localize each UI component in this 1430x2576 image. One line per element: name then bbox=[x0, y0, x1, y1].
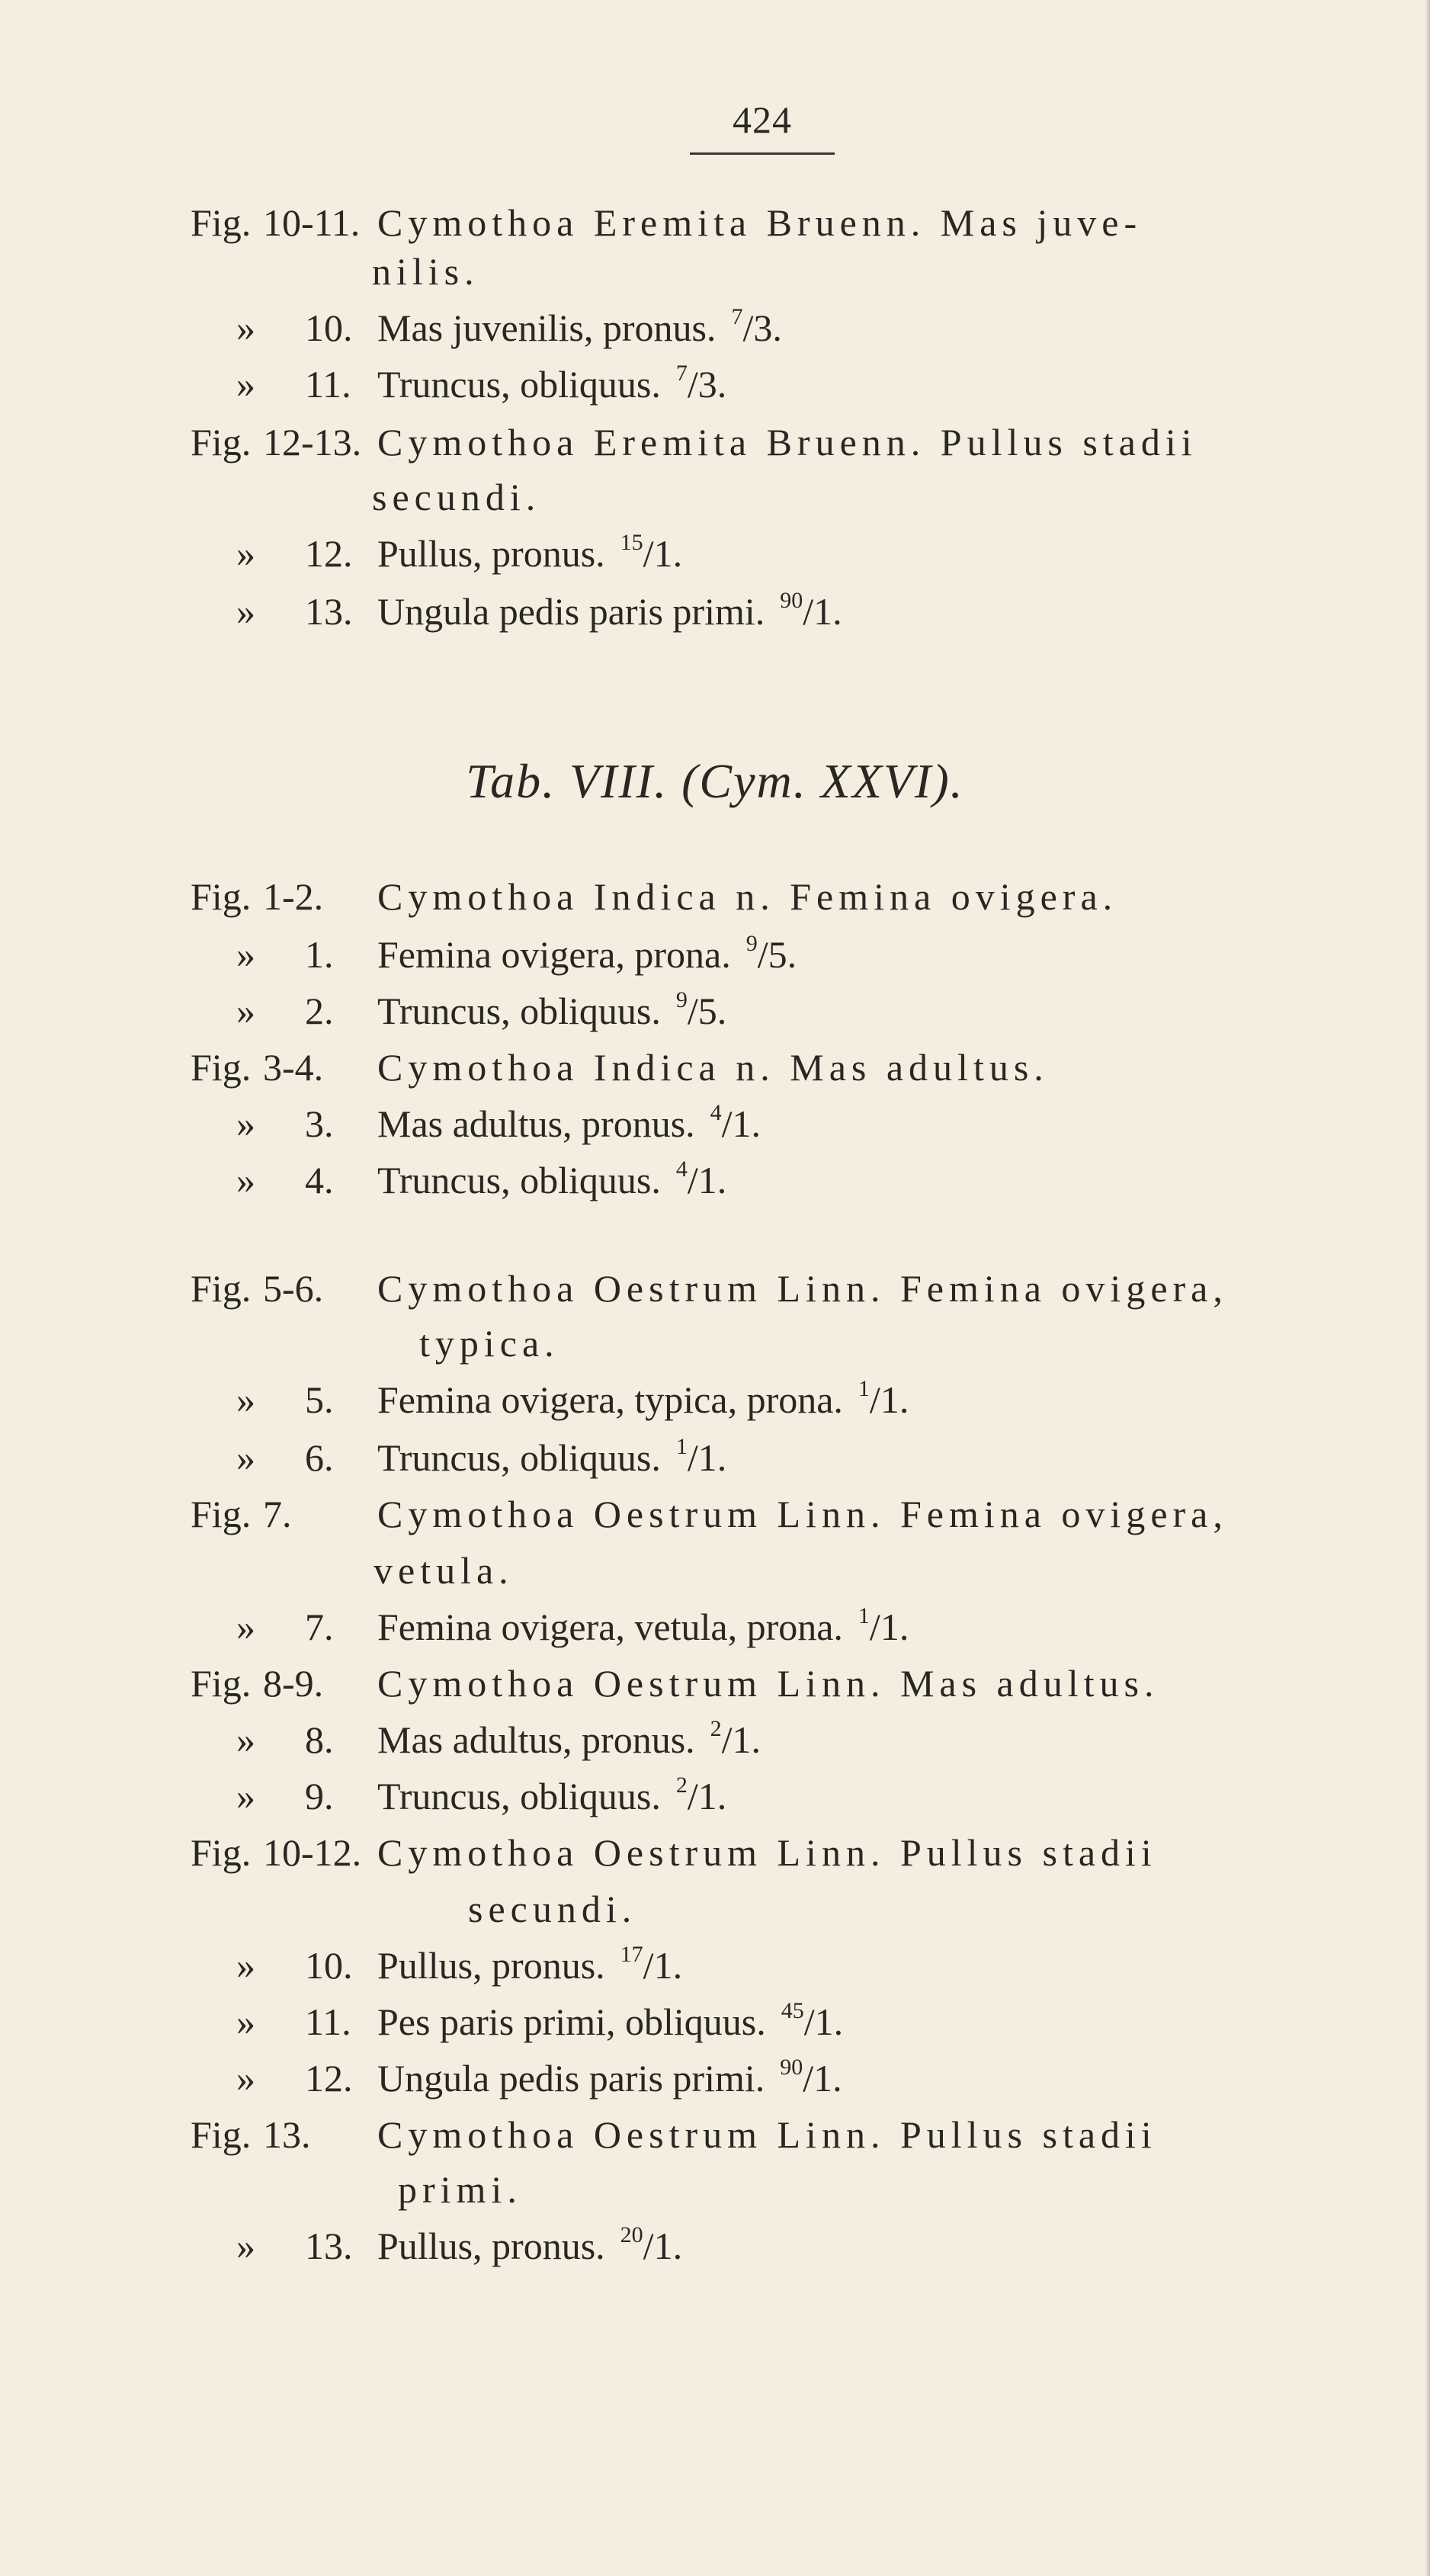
caption-line bbox=[236, 932, 797, 977]
caption-text: secundi. bbox=[372, 476, 541, 518]
figure-label: » bbox=[236, 990, 255, 1032]
figure-label: Fig. bbox=[191, 2113, 252, 2156]
magnification: $^9$/5. bbox=[675, 987, 727, 1032]
caption-line bbox=[191, 1266, 1228, 1311]
page-number-rule bbox=[690, 152, 835, 155]
figure-number: 13. bbox=[263, 2113, 311, 2156]
caption-line bbox=[236, 1101, 761, 1147]
caption-text: Femina ovigera, typica, prona. bbox=[377, 1378, 843, 1421]
caption-text: typica. bbox=[419, 1322, 559, 1365]
figure-number: 4. bbox=[305, 1159, 334, 1201]
caption-text: Truncus, obliquus. bbox=[377, 990, 661, 1032]
figure-label: » bbox=[236, 1718, 255, 1761]
figure-number: 13. bbox=[305, 590, 353, 633]
figure-label: Fig. bbox=[191, 421, 252, 464]
magnification: $^{45}$/1. bbox=[781, 1998, 844, 2043]
figure-label: Fig. bbox=[191, 875, 252, 918]
caption-line bbox=[236, 305, 782, 351]
caption-line bbox=[236, 1717, 761, 1763]
magnification: $^1$/1. bbox=[858, 1603, 909, 1648]
caption-line bbox=[191, 874, 1117, 919]
caption-line bbox=[236, 531, 682, 576]
figure-number: 10-12. bbox=[263, 1831, 362, 1874]
figure-label: Fig. bbox=[191, 1831, 252, 1874]
figure-label: Fig. bbox=[191, 1662, 252, 1705]
magnification: $^1$/1. bbox=[675, 1434, 727, 1479]
figure-label: » bbox=[236, 2000, 255, 2043]
figure-number: 12. bbox=[305, 2057, 353, 2100]
caption-line bbox=[468, 1886, 636, 1932]
caption-text: Ungula pedis paris primi. bbox=[377, 2057, 765, 2100]
caption-line bbox=[191, 419, 1198, 465]
figure-number: 2. bbox=[305, 990, 334, 1032]
figure-label: » bbox=[236, 1436, 255, 1479]
caption-text: Cymothoa Eremita Bruenn. Mas juve- bbox=[377, 201, 1143, 244]
caption-line bbox=[372, 249, 479, 294]
figure-number: 8. bbox=[305, 1718, 334, 1761]
figure-number: 12. bbox=[305, 532, 353, 575]
caption-text: Truncus, obliquus. bbox=[377, 1436, 661, 1479]
magnification: $^{15}$/1. bbox=[620, 530, 683, 575]
figure-number: 7. bbox=[263, 1493, 292, 1535]
caption-line bbox=[236, 1157, 726, 1203]
figure-label: » bbox=[236, 306, 255, 349]
caption-text: Truncus, obliquus. bbox=[377, 363, 661, 406]
figure-label: Fig. bbox=[191, 1493, 252, 1535]
caption-text: Pullus, pronus. bbox=[377, 2225, 605, 2267]
caption-line bbox=[236, 1604, 909, 1650]
page-number: 424 bbox=[733, 98, 792, 141]
caption-line bbox=[236, 2055, 842, 2101]
figure-label: » bbox=[236, 1102, 255, 1145]
figure-label: » bbox=[236, 1944, 255, 1987]
caption-line bbox=[191, 1830, 1157, 1875]
magnification: $^{17}$/1. bbox=[620, 1942, 683, 1987]
figure-label: » bbox=[236, 1378, 255, 1421]
caption-line bbox=[191, 1491, 1228, 1537]
caption-text: Pullus, pronus. bbox=[377, 1944, 605, 1987]
caption-line bbox=[236, 1773, 726, 1819]
caption-line bbox=[236, 1942, 682, 1988]
caption-line bbox=[236, 1377, 909, 1423]
figure-number: 13. bbox=[305, 2225, 353, 2267]
caption-text: Mas juvenilis, pronus. bbox=[377, 306, 717, 349]
caption-line bbox=[236, 589, 842, 634]
figure-label: » bbox=[236, 2225, 255, 2267]
caption-line bbox=[419, 1320, 559, 1366]
figure-label: » bbox=[236, 1159, 255, 1201]
caption-line bbox=[191, 1660, 1159, 1706]
figure-number: 1-2. bbox=[263, 875, 324, 918]
caption-text: Cymothoa Oestrum Linn. Femina ovigera, bbox=[377, 1267, 1228, 1310]
figure-number: 3-4. bbox=[263, 1046, 324, 1089]
caption-text: Cymothoa Oestrum Linn. Pullus stadii bbox=[377, 2113, 1157, 2156]
figure-number: 7. bbox=[305, 1606, 334, 1648]
figure-label: » bbox=[236, 2057, 255, 2100]
figure-number: 11. bbox=[305, 2000, 351, 2043]
caption-text: Pes paris primi, obliquus. bbox=[377, 2000, 766, 2043]
figure-number: 10. bbox=[305, 306, 353, 349]
caption-text: Cymothoa Eremita Bruenn. Pullus stadii bbox=[377, 421, 1198, 464]
caption-text: Cymothoa Oestrum Linn. Pullus stadii bbox=[377, 1831, 1157, 1874]
figure-number: 8-9. bbox=[263, 1662, 324, 1705]
caption-text: Cymothoa Indica n. Mas adultus. bbox=[377, 1046, 1049, 1089]
page-edge-shadow bbox=[1425, 0, 1430, 2576]
figure-label: » bbox=[236, 532, 255, 575]
caption-text: Femina ovigera, vetula, prona. bbox=[377, 1606, 843, 1648]
figure-number: 5-6. bbox=[263, 1267, 324, 1310]
figure-label: » bbox=[236, 590, 255, 633]
caption-line bbox=[236, 988, 726, 1034]
caption-text: Ungula pedis paris primi. bbox=[377, 590, 765, 633]
figure-label: » bbox=[236, 363, 255, 406]
caption-text: Pullus, pronus. bbox=[377, 532, 605, 575]
caption-text: primi. bbox=[398, 2168, 522, 2211]
magnification: $^1$/1. bbox=[858, 1376, 909, 1421]
caption-line bbox=[372, 474, 540, 520]
magnification: $^{90}$/1. bbox=[780, 2055, 842, 2100]
magnification: $^9$/5. bbox=[745, 931, 797, 976]
caption-text: Truncus, obliquus. bbox=[377, 1775, 661, 1817]
figure-label: Fig. bbox=[191, 1046, 252, 1089]
magnification: $^2$/1. bbox=[675, 1772, 727, 1817]
caption-text: Cymothoa Indica n. Femina ovigera. bbox=[377, 875, 1118, 918]
figure-number: 10. bbox=[305, 1944, 353, 1987]
plate-heading: Tab. VIII. (Cym. XXVI). bbox=[466, 754, 964, 808]
magnification: $^{20}$/1. bbox=[620, 2222, 683, 2267]
caption-line bbox=[236, 361, 726, 407]
figure-label: » bbox=[236, 1775, 255, 1817]
caption-text: Femina ovigera, prona. bbox=[377, 933, 731, 976]
figure-label: Fig. bbox=[191, 201, 252, 244]
caption-text: Truncus, obliquus. bbox=[377, 1159, 661, 1201]
figure-number: 9. bbox=[305, 1775, 334, 1817]
caption-line bbox=[236, 2223, 682, 2269]
caption-line bbox=[191, 2112, 1157, 2157]
figure-label: Fig. bbox=[191, 1267, 252, 1310]
figure-number: 12-13. bbox=[263, 421, 362, 464]
figure-number: 10-11. bbox=[263, 201, 361, 244]
caption-text: vetula. bbox=[374, 1549, 514, 1592]
figure-label: » bbox=[236, 1606, 255, 1648]
magnification: $^7$/3. bbox=[731, 304, 782, 349]
figure-number: 6. bbox=[305, 1436, 334, 1479]
caption-text: nilis. bbox=[372, 250, 479, 293]
magnification: $^4$/1. bbox=[710, 1100, 761, 1145]
magnification: $^2$/1. bbox=[710, 1716, 761, 1761]
figure-number: 11. bbox=[305, 363, 351, 406]
figure-label: » bbox=[236, 933, 255, 976]
caption-text: secundi. bbox=[468, 1888, 637, 1930]
caption-line bbox=[374, 1548, 514, 1593]
caption-text: Cymothoa Oestrum Linn. Femina ovigera, bbox=[377, 1493, 1228, 1535]
caption-line bbox=[236, 1999, 843, 2045]
caption-line bbox=[236, 1435, 726, 1480]
caption-line bbox=[398, 2167, 522, 2212]
caption-line bbox=[191, 200, 1142, 245]
caption-text: Mas adultus, pronus. bbox=[377, 1718, 695, 1761]
figure-number: 1. bbox=[305, 933, 334, 976]
magnification: $^{90}$/1. bbox=[780, 588, 842, 633]
caption-text: Cymothoa Oestrum Linn. Mas adultus. bbox=[377, 1662, 1159, 1705]
figure-number: 5. bbox=[305, 1378, 334, 1421]
caption-line bbox=[191, 1044, 1049, 1090]
figure-number: 3. bbox=[305, 1102, 334, 1145]
magnification: $^7$/3. bbox=[675, 361, 727, 406]
magnification: $^4$/1. bbox=[675, 1156, 727, 1201]
caption-text: Mas adultus, pronus. bbox=[377, 1102, 695, 1145]
